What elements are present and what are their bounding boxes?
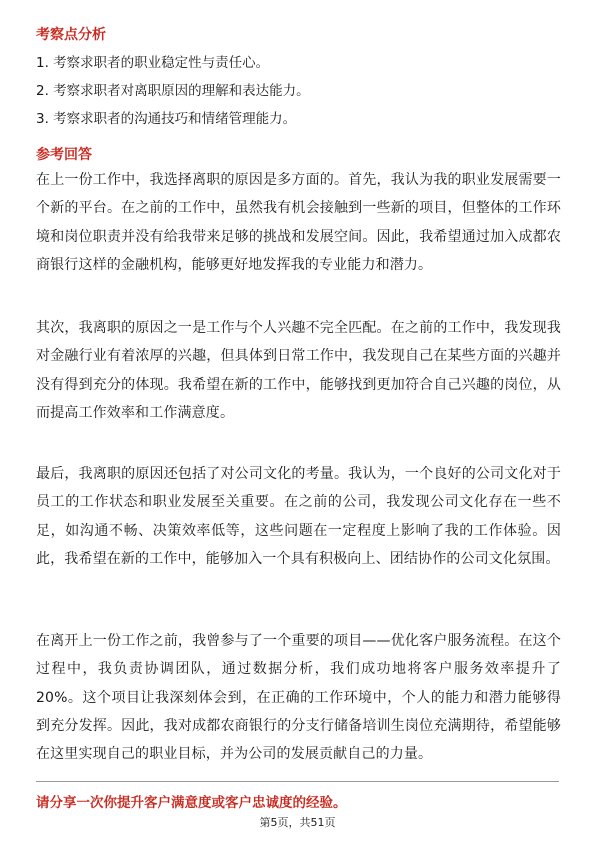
page-footer: 第5页，共51页 — [259, 816, 336, 829]
analysis-heading: 考察点分析 — [36, 27, 106, 43]
analysis-item-2: 2. 考察求职者对离职原因的理解和表达能力。 — [36, 83, 310, 99]
analysis-item-1: 1. 考察求职者的职业稳定性与责任心。 — [36, 55, 270, 71]
answer-paragraph-2: 其次，我离职的原因之一是工作与个人兴趣不完全匹配。在之前的工作中，我发现我对金融行业有着浓厚的兴趣，但具体到日常工作中，我发现自己在某些方面的兴趣并没有得到充分的体现。我希望在新的工作中，能够找到更加符合自己兴趣的岗位，从而提高工作效率和工作满意度。 — [36, 320, 561, 421]
answer-paragraph-1: 在上一份工作中，我选择离职的原因是多方面的。首先，我认为我的职业发展需要一个新的平台。在之前的工作中，虽然我有机会接触到一些新的项目，但整体的工作环境和岗位职责并没有给我带来足够的挑战和发展空间。因此，我希望通过加入成都农商银行这样的金融机构，能够更好地发挥我的专业能力和潜力。 — [36, 172, 561, 273]
analysis-item-3: 3. 考察求职者的沟通技巧和情绪管理能力。 — [36, 111, 297, 127]
answer-heading: 参考回答 — [36, 147, 92, 163]
next-question: 请分享一次你提升客户满意度或客户忠诚度的经验。 — [36, 795, 347, 811]
answer-paragraph-4: 在离开上一份工作之前，我曾参与了一个重要的项目——优化客户服务流程。在这个过程中，我负责协调团队，通过数据分析，我们成功地将客户服务效率提升了20%。这个项目让我深刻体会到，在正确的工作环境中，个人的能力和潜力能够得到充分发挥。因此，我对成都农商银行的分支行储备培训生岗位充满期待，希望能够在这里实现自己的职业目标，并为公司的发展贡献自己的力量。 — [36, 633, 561, 763]
answer-paragraph-3: 最后，我离职的原因还包括了对公司文化的考量。我认为，一个良好的公司文化对于员工的工作状态和职业发展至关重要。在之前的公司，我发现公司文化存在一些不足，如沟通不畅、决策效率低等，这些问题在一定程度上影响了我的工作体验。因此，我希望在新的工作中，能够加入一个具有积极向上、团结协作的公司文化氛围。 — [36, 466, 561, 567]
section-divider — [36, 781, 559, 782]
